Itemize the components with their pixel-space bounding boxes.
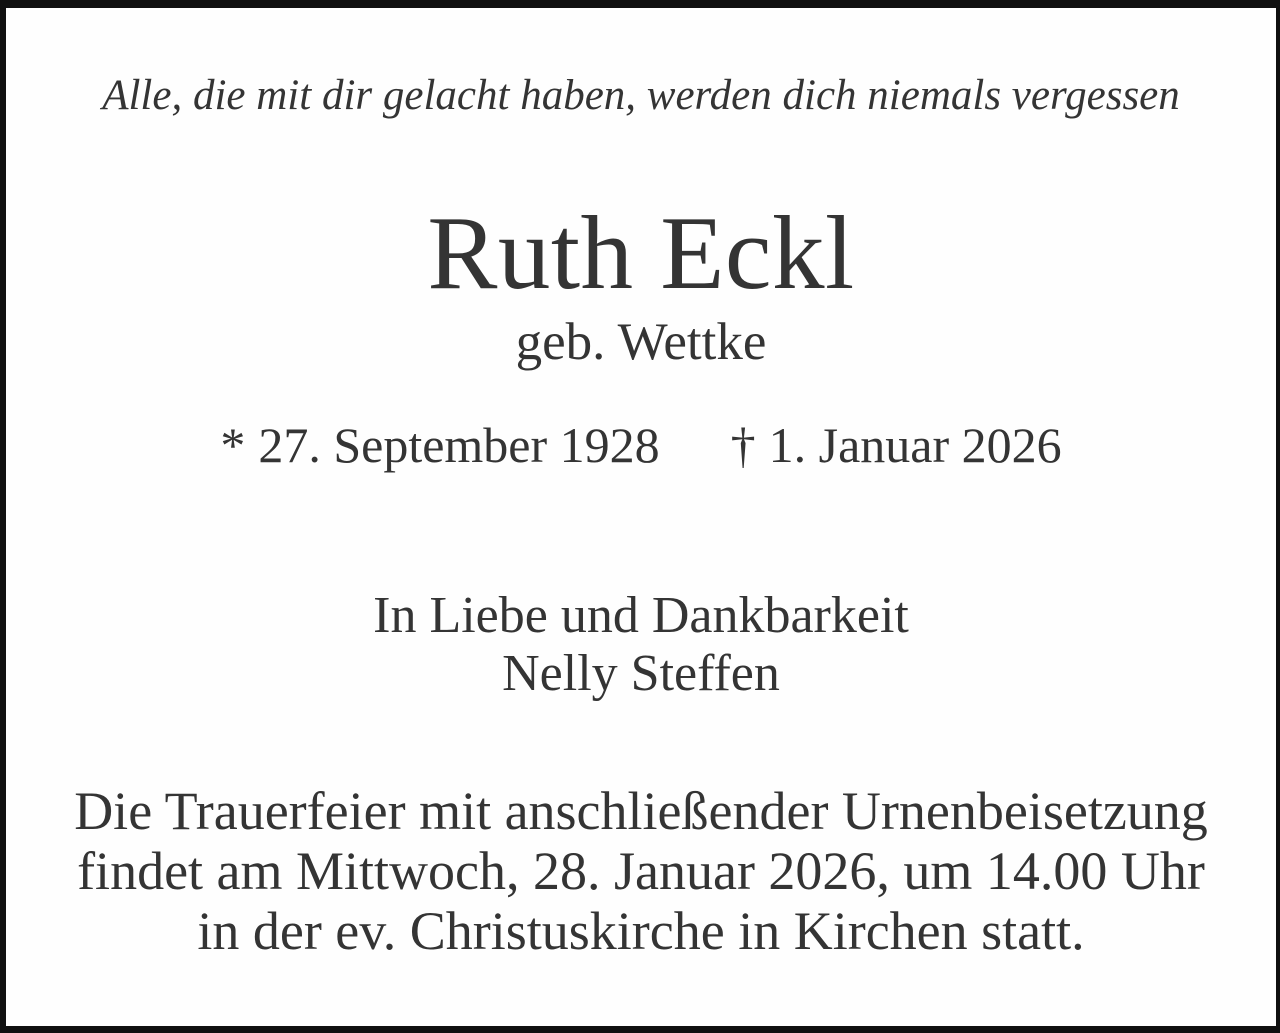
birth-date-group [220,417,672,473]
funeral-announcement [6,781,1276,961]
maiden-name: geb. Wettke [515,313,767,371]
mourner-name: Nelly Steffen [502,645,780,702]
birth-date: 27. September 1928 [258,417,660,473]
epitaph-quote: Alle, die mit dir gelacht haben, werden dich niemals vergessen [102,72,1180,119]
death-date-group [731,417,1062,473]
deceased-name: Ruth Eckl [427,194,855,311]
mourners-block [6,587,1276,703]
funeral-line: Die Trauerfeier mit anschließender Urnenbeisetzung [74,781,1208,841]
birth-star-symbol: * [220,417,246,473]
death-date: 1. Januar 2026 [768,417,1062,473]
mourning-phrase: In Liebe und Dankbarkeit [373,587,909,644]
death-cross-symbol: † [730,417,756,473]
funeral-line: in der ev. Christuskirche in Kirchen statt. [197,901,1085,961]
life-dates [6,417,1276,473]
funeral-line: findet am Mittwoch, 28. Januar 2026, um 14.00 Uhr [77,841,1205,901]
